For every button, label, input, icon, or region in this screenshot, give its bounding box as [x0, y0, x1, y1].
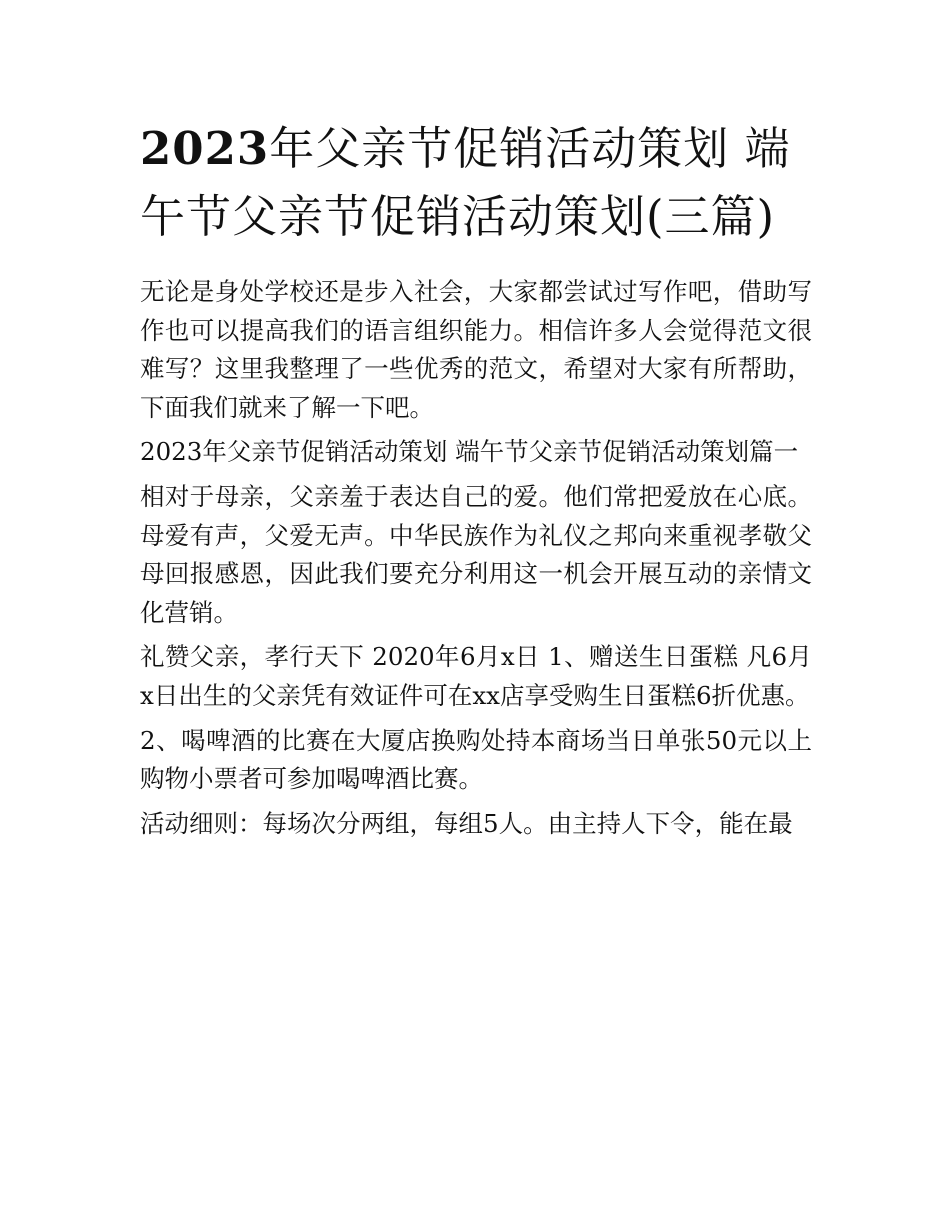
- document-title: [140, 115, 812, 251]
- title-year: 2023: [140, 122, 270, 175]
- intro-paragraph: 无论是身处学校还是步入社会，大家都尝试过写作吧，借助写作也可以提高我们的语言组织能力。相信许多人会觉得范文很难写？这里我整理了一些优秀的范文，希望对大家有所帮助，下面我们就来了解一下吧。: [140, 277, 812, 422]
- body-paragraph: 2、喝啤酒的比赛在大厦店换购处持本商场当日单张50元以上购物小票者可参加喝啤酒比赛。: [140, 725, 812, 794]
- body-paragraph: 活动细则：每场次分两组，每组5人。由主持人下令，能在最: [140, 808, 793, 838]
- section-heading: 2023年父亲节促销活动策划 端午节父亲节促销活动策划篇一: [140, 437, 799, 467]
- body-paragraph: 礼赞父亲，孝行天下 2020年6月x日 1、赠送生日蛋糕 凡6月x日出生的父亲凭有效证件可在xx店享受购生日蛋糕6折优惠。: [140, 642, 812, 710]
- body-paragraph: 相对于母亲，父亲羞于表达自己的爱。他们常把爱放在心底。母爱有声，父爱无声。中华民族作为礼仪之邦向来重视孝敬父母回报感恩，因此我们要充分利用这一机会开展互动的亲情文化营销。: [140, 481, 812, 627]
- title-text: 年父亲节促销活动策划 端午节父亲节促销活动策划(三篇): [140, 122, 791, 243]
- document-body: [140, 273, 812, 843]
- document-page: [140, 115, 812, 849]
